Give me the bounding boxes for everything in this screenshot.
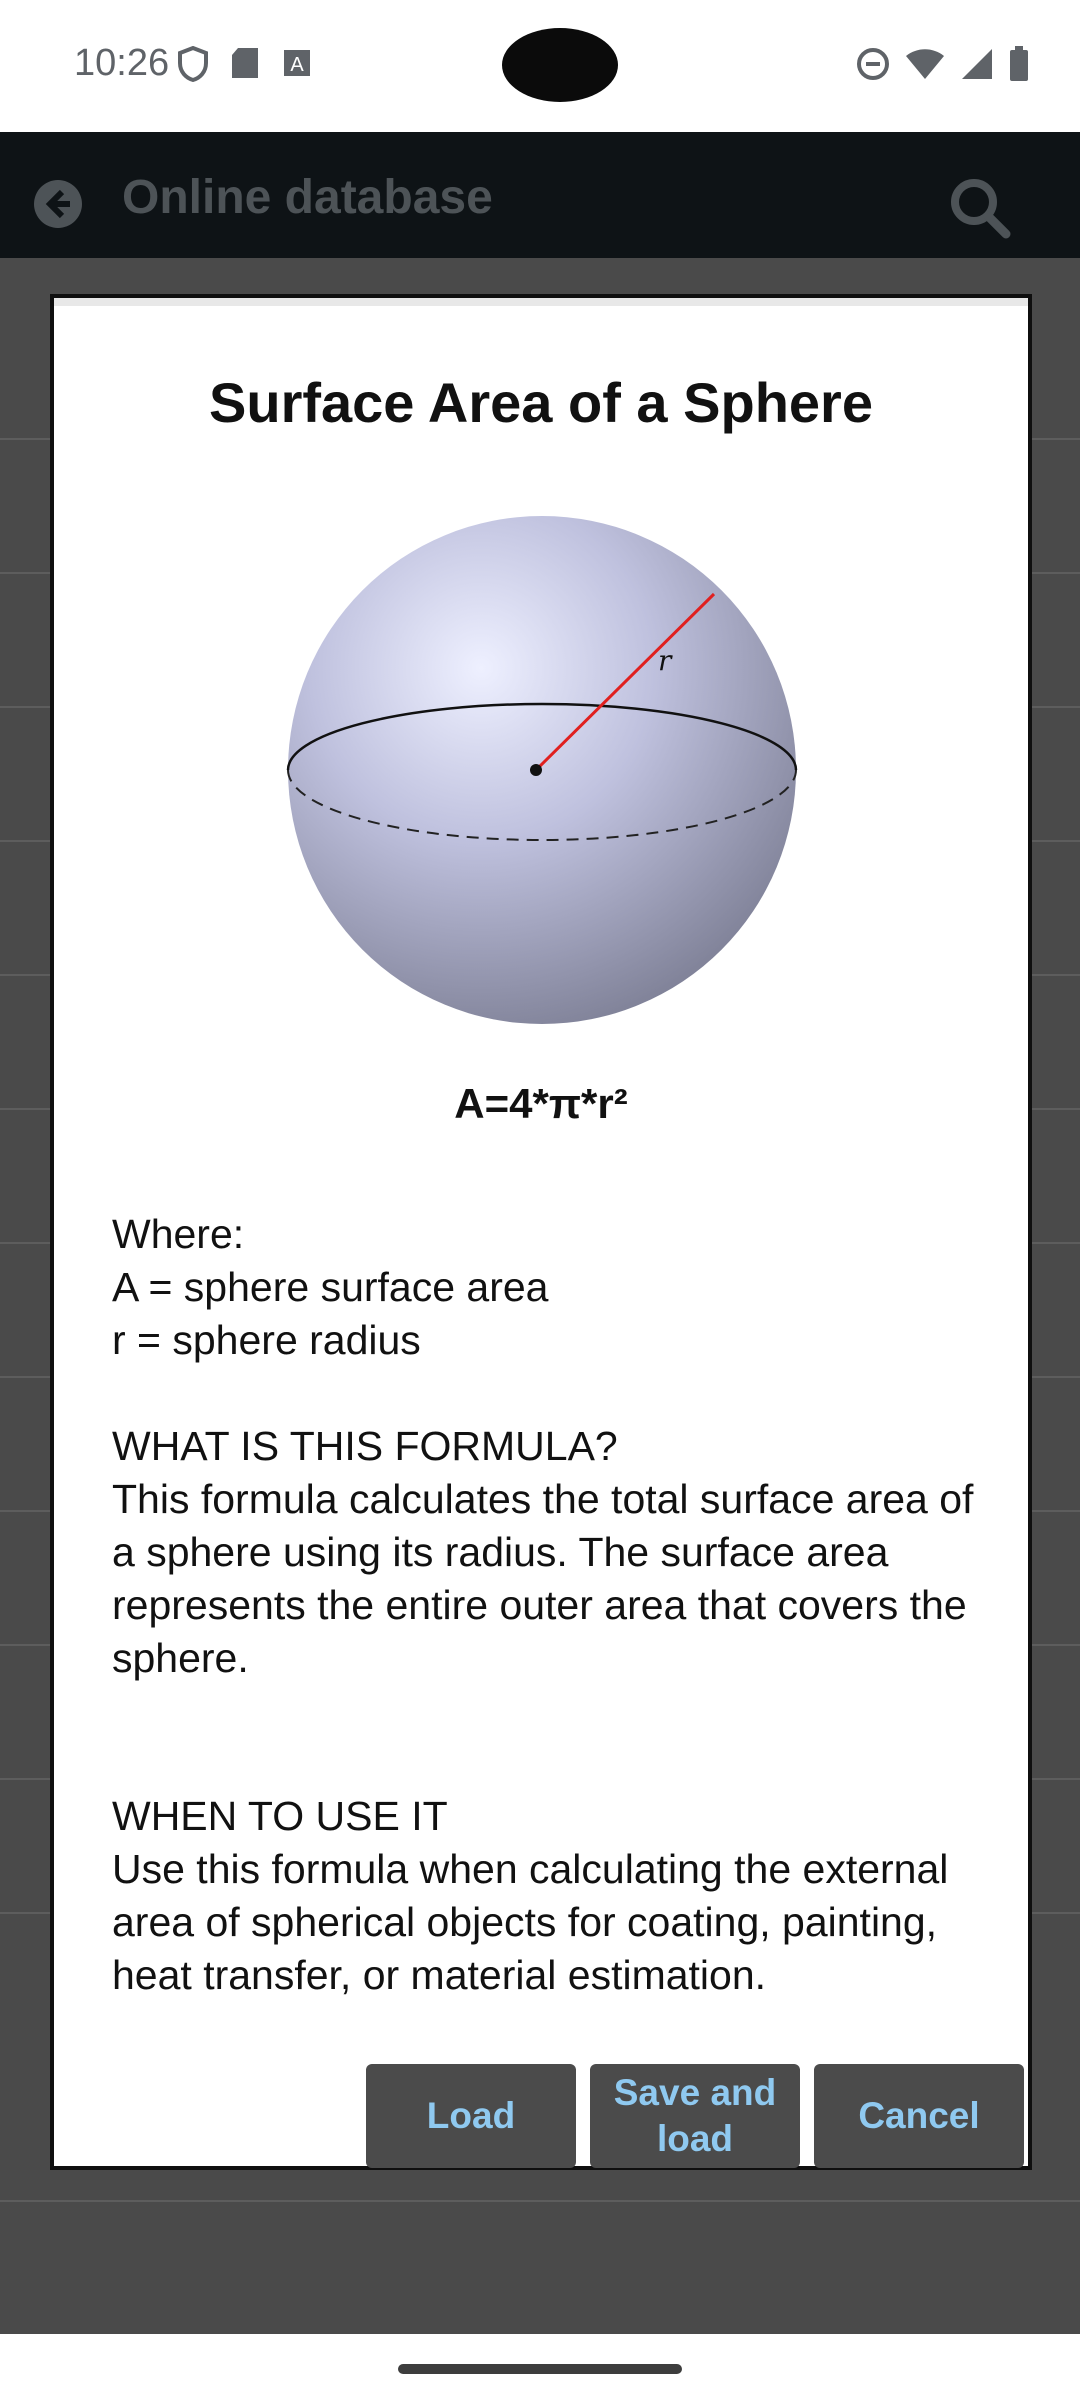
save-and-load-button[interactable]: Save and load — [590, 2064, 800, 2168]
sphere-diagram — [282, 508, 802, 1028]
battery-icon — [1008, 46, 1030, 82]
do-not-disturb-icon — [856, 47, 890, 81]
formula-text: A=4*π*r² — [454, 1080, 628, 1127]
page-title: Online database — [122, 171, 493, 224]
dialog-title: Surface Area of a Sphere — [209, 371, 873, 434]
what-section — [112, 1420, 992, 1685]
status-icons-left — [178, 46, 312, 82]
cancel-button[interactable]: Cancel — [814, 2064, 1024, 2168]
back-arrow-icon[interactable] — [32, 178, 84, 230]
shield-icon — [178, 46, 208, 82]
formula-dialog — [50, 294, 1032, 2170]
where-line: r = sphere radius — [112, 1317, 421, 1363]
status-icons-right — [856, 46, 1030, 82]
wifi-icon — [904, 47, 946, 81]
dialog-top-strip — [54, 298, 1028, 306]
where-heading: Where: — [112, 1211, 245, 1257]
status-bar — [0, 0, 1080, 132]
when-text: Use this formula when calculating the external area of spherical objects for coating, painting, heat transfer, or material estimation. — [112, 1846, 949, 1998]
list-divider — [0, 2200, 1080, 2202]
front-camera — [502, 28, 618, 102]
when-section — [112, 1790, 992, 2002]
dialog-buttons — [366, 2064, 1024, 2168]
radius-label: r — [658, 644, 672, 677]
home-gesture-handle[interactable] — [398, 2364, 682, 2374]
search-icon[interactable] — [948, 176, 1012, 240]
status-time: 10:26 — [74, 42, 170, 84]
svg-text:A: A — [290, 54, 304, 76]
app-bar — [0, 132, 1080, 258]
load-button[interactable]: Load — [366, 2064, 576, 2168]
what-text: This formula calculates the total surface area of a sphere using its radius. The surface area represents the entire outer area that covers the sphere. — [112, 1476, 974, 1681]
center-point — [530, 764, 542, 776]
signal-icon — [960, 47, 994, 81]
where-line: A = sphere surface area — [112, 1264, 549, 1310]
what-heading: WHAT IS THIS FORMULA? — [112, 1423, 618, 1469]
when-heading: WHEN TO USE IT — [112, 1793, 448, 1839]
font-a-icon — [282, 46, 312, 80]
navigation-bar — [0, 2334, 1080, 2400]
sd-card-icon — [230, 46, 260, 80]
where-section — [112, 1208, 992, 1367]
